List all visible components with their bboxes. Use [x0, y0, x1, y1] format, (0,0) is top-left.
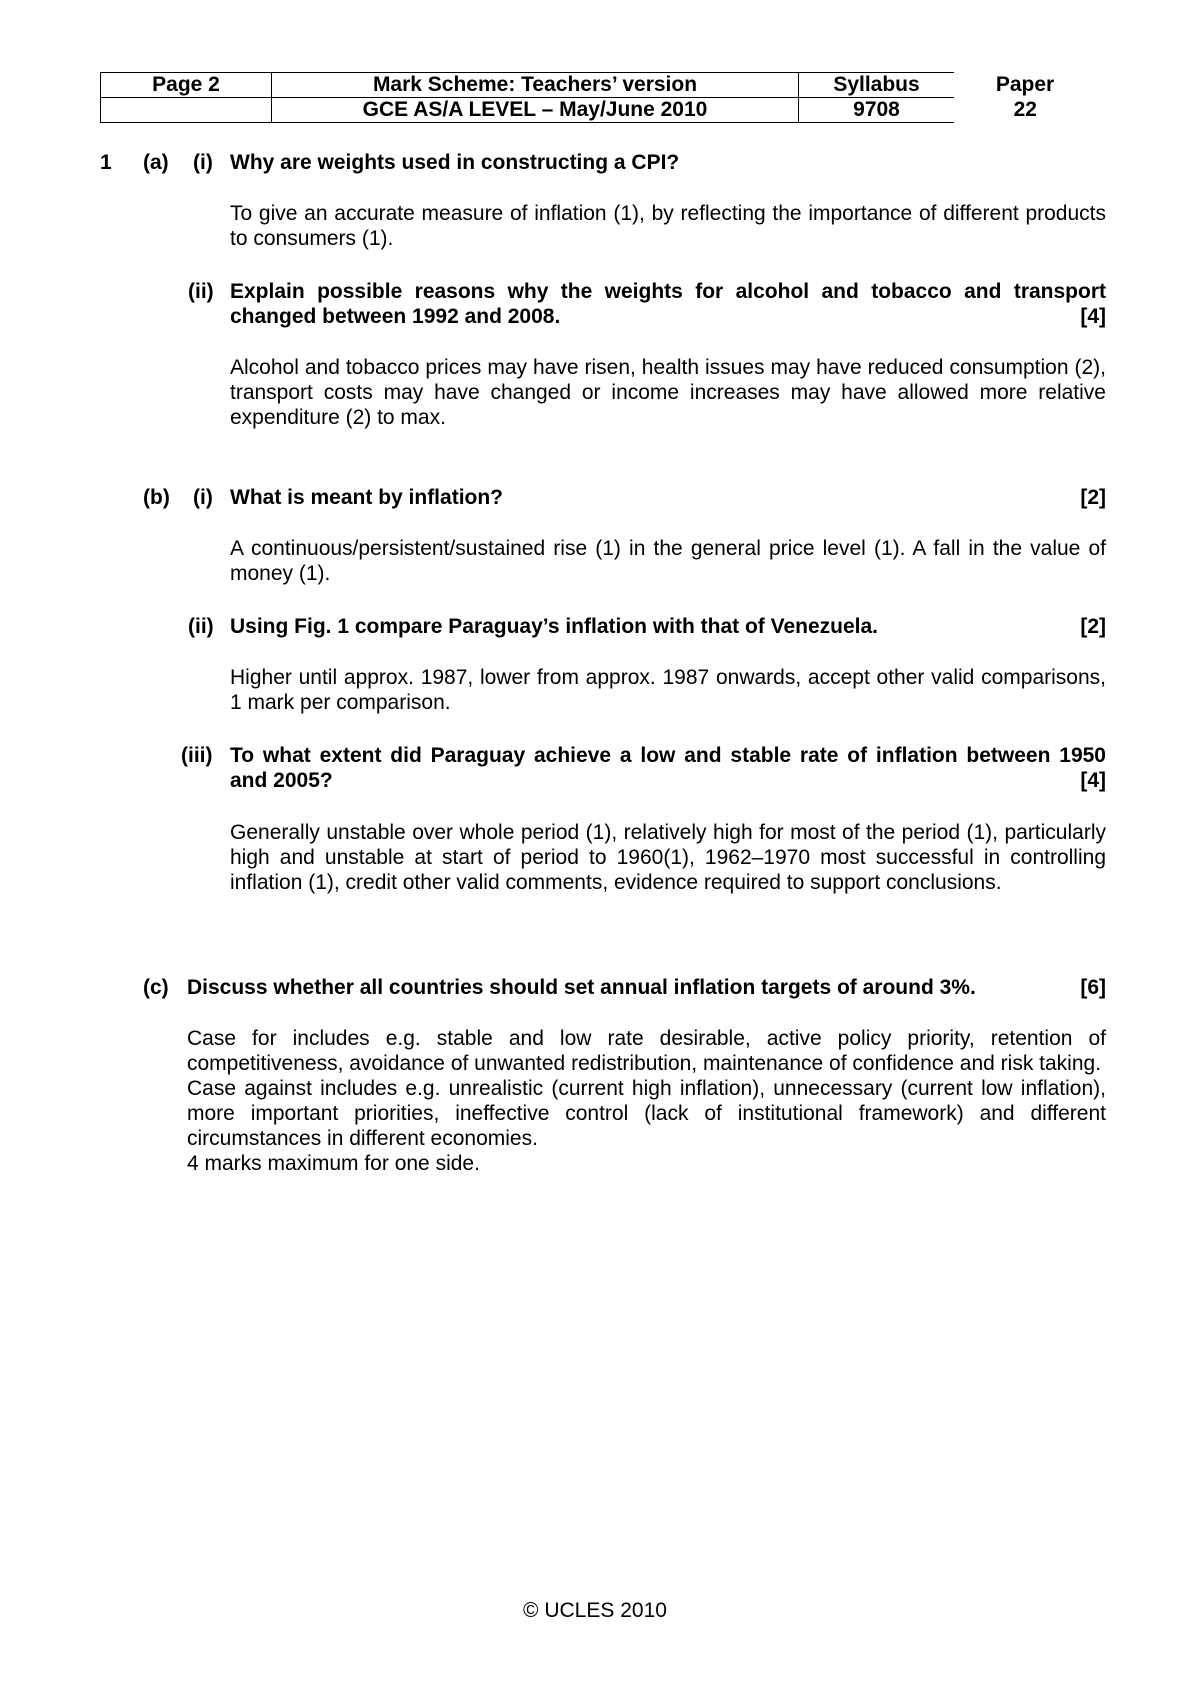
header-scheme: Mark Scheme: Teachers’ version — [272, 73, 799, 98]
part-b-ii-question-text: Using Fig. 1 compare Paraguay’s inflation with that of Venezuela. — [230, 615, 879, 638]
part-b-i-marks: [2] — [1080, 486, 1106, 509]
part-c-marks: [6] — [1080, 976, 1106, 999]
header-empty-cell — [101, 98, 272, 123]
part-b-iii-question — [230, 743, 1106, 793]
part-a-i-answer: To give an accurate measure of inflation (1), by reflecting the importance of different products to consumers (1). — [230, 202, 1106, 250]
part-b-ii-label: (ii) — [188, 615, 214, 638]
part-b-ii-question — [230, 614, 1106, 639]
part-a-ii-marks: [4] — [1080, 305, 1106, 328]
part-a-ii-question — [230, 279, 1106, 329]
part-b-iii-question-text: To what extent did Paraguay achieve a low and stable rate of inflation between 1950 and 2005? — [230, 744, 1106, 792]
footer-copyright: © UCLES 2010 — [523, 1599, 667, 1622]
part-b-i-question — [230, 485, 1106, 510]
header-table — [100, 72, 1097, 123]
part-b-label: (b) — [143, 486, 170, 509]
part-b-i-question-text: What is meant by inflation? — [230, 486, 504, 509]
part-c-answer — [187, 1026, 1106, 1176]
part-a-ii-question-text: Explain possible reasons why the weights for alcohol and tobacco and transport changed between 1992 and 2008. — [230, 280, 1106, 328]
part-a-ii-answer: Alcohol and tobacco prices may have risen, health issues may have reduced consumption (2), transport costs may have changed or income increases may have allowed more relative expenditure (2) to max. — [230, 356, 1106, 429]
header-paper: 22 — [1013, 98, 1037, 121]
header-exam: GCE AS/A LEVEL – May/June 2010 — [272, 98, 799, 123]
part-b-iii-marks: [4] — [1080, 769, 1106, 792]
part-c-question — [187, 975, 1106, 1000]
part-b-iii-label: (iii) — [181, 744, 213, 767]
header-syllabus: 9708 — [799, 98, 955, 123]
part-a-i-label: (i) — [193, 151, 213, 174]
part-b-ii-answer: Higher until approx. 1987, lower from approx. 1987 onwards, accept other valid comparisons, 1 mark per comparison. — [230, 666, 1106, 714]
part-b-i-answer: A continuous/persistent/sustained rise (1) in the general price level (1). A fall in the value of money (1). — [230, 537, 1106, 585]
part-c-answer-for: Case for includes e.g. stable and low rate desirable, active policy priority, retention of competitiveness, avoidance of unwanted redistribution, maintenance of confidence and risk taking. — [187, 1027, 1106, 1075]
part-c-answer-against: Case against includes e.g. unrealistic (current high inflation), unnecessary (current low inflation), more important priorities, ineffective control (lack of institutional framework) and different circumstances in different economies. — [187, 1077, 1106, 1150]
question-number: 1 — [100, 151, 112, 174]
part-a-label: (a) — [143, 151, 169, 174]
part-c-label: (c) — [143, 976, 169, 999]
part-c-question-text: Discuss whether all countries should set annual inflation targets of around 3%. — [187, 976, 976, 999]
part-a-ii-label: (ii) — [188, 280, 214, 303]
header-paper-label: Paper — [995, 73, 1055, 96]
part-c-answer-max: 4 marks maximum for one side. — [187, 1152, 480, 1175]
header-page: Page 2 — [101, 73, 272, 98]
part-b-i-label: (i) — [193, 486, 213, 509]
part-a-i-question — [230, 150, 1106, 175]
part-a-i-question-text: Why are weights used in constructing a CPI? — [230, 151, 680, 174]
part-b-iii-answer: Generally unstable over whole period (1), relatively high for most of the period (1), particularly high and unstable at start of period to 1960(1), 1962–1970 most successful in controlling inflation (1), credit other valid comments, evidence required to support conclusions. — [230, 821, 1106, 894]
header-syllabus-label: Syllabus — [799, 73, 955, 98]
part-b-ii-marks: [2] — [1080, 615, 1106, 638]
